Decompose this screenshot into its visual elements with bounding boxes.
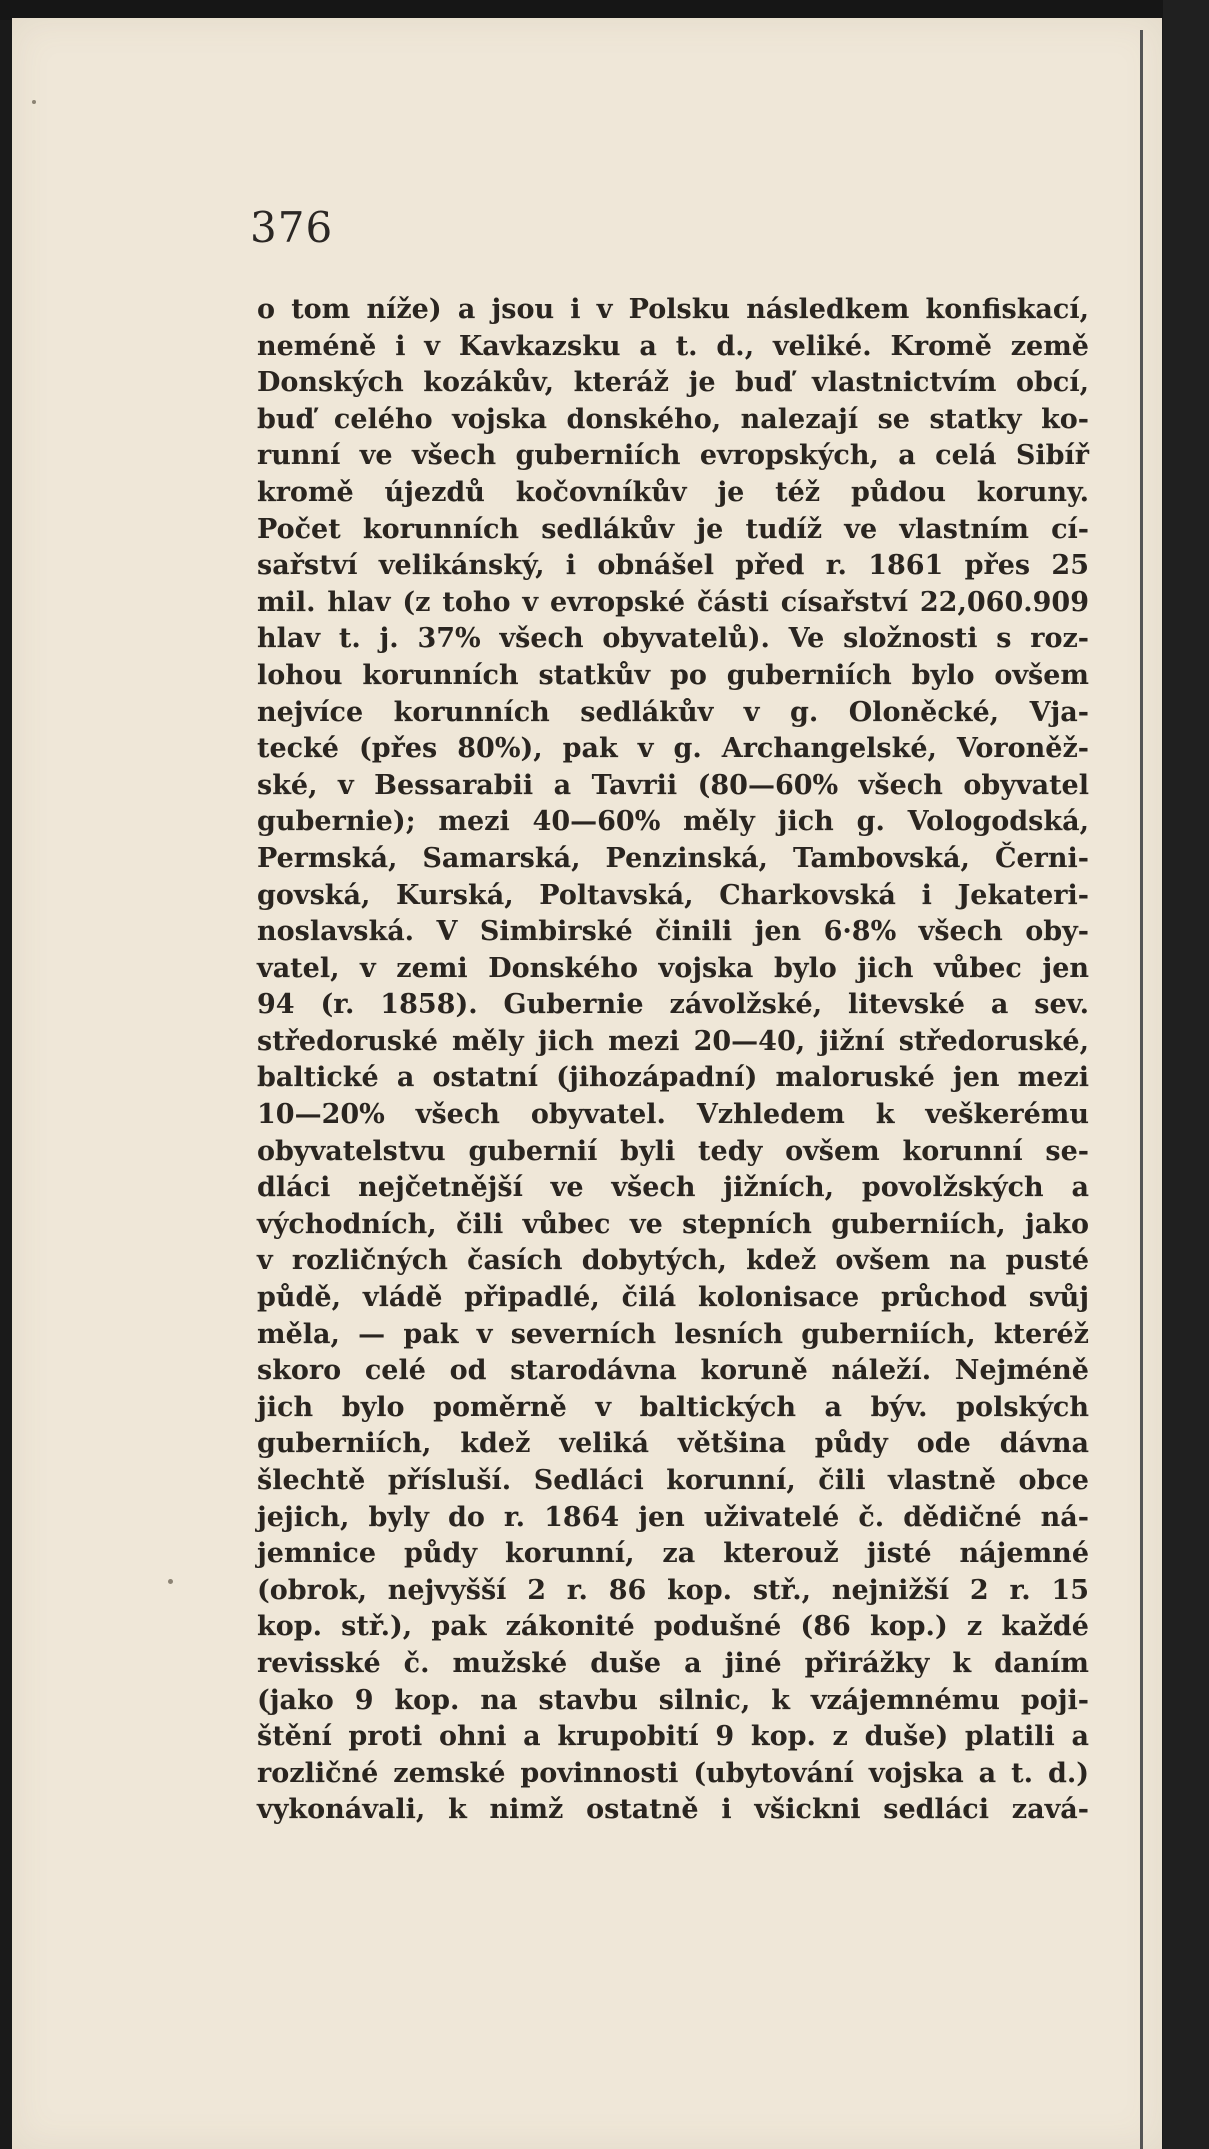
text-line: guberniích, kdež veliká většina půdy ode dávna [257, 1428, 1089, 1460]
text-line: jich bylo poměrně v baltických a býv. polských [257, 1391, 1089, 1423]
text-line: Počet korunních sedlákův je tudíž ve vlastním cí- [257, 513, 1089, 545]
text-line: gubernie); mezi 40—60% měly jich g. Vologodská, [257, 806, 1089, 838]
text-line: noslavská. V Simbirské činili jen 6·8% všech oby- [257, 916, 1089, 948]
text-line: vatel, v zemi Donského vojska bylo jich vůbec jen [257, 952, 1089, 984]
body-text [257, 292, 1089, 1829]
text-line: kop. stř.), pak zákonité podušné (86 kop.) z každé [257, 1611, 1089, 1643]
text-line: půdě, vládě připadlé, čilá kolonisace průchod svůj [257, 1282, 1089, 1314]
text-line: jejich, byly do r. 1864 jen uživatelé č. dědičné ná- [257, 1501, 1089, 1533]
text-line: govská, Kurská, Poltavská, Charkovská i Jekateri- [257, 879, 1089, 911]
scan-top-border [0, 0, 1209, 20]
text-line: dláci nejčetnější ve všech jižních, povolžských a [257, 1172, 1089, 1204]
text-line: vykonávali, k nimž ostatně i všickni sedláci zavá- [257, 1794, 1089, 1826]
text-line: v rozličných časích dobytých, kdež ovšem na pusté [257, 1245, 1089, 1277]
text-line: (obrok, nejvyšší 2 r. 86 kop. stř., nejnižší 2 r. 15 [257, 1574, 1089, 1606]
text-line: ské, v Bessarabii a Tavrii (80—60% všech obyvatel [257, 769, 1089, 801]
text-line: runní ve všech guberniích evropských, a celá Sibíř [257, 440, 1089, 472]
paper-speck [32, 100, 36, 104]
text-line: lohou korunních statkův po guberniích bylo ovšem [257, 659, 1089, 691]
text-line: sařství velikánský, i obnášel před r. 1861 přes 25 [257, 550, 1089, 582]
text-line: nejvíce korunních sedlákův v g. Oloněcké, Vja- [257, 696, 1089, 728]
text-line: středoruské měly jich mezi 20—40, jižní středoruské, [257, 1025, 1089, 1057]
text-line: neméně i v Kavkazsku a t. d., veliké. Kromě země [257, 330, 1089, 362]
text-line: Donských kozákův, kteráž je buď vlastnictvím obcí, [257, 367, 1089, 399]
text-line: Permská, Samarská, Penzinská, Tambovská, Černi- [257, 842, 1089, 874]
text-line: 94 (r. 1858). Gubernie závolžské, litevské a sev. [257, 989, 1089, 1021]
page-fold-edge [1140, 30, 1143, 2149]
text-line: obyvatelstvu gubernií byli tedy ovšem korunní se- [257, 1135, 1089, 1167]
text-line: mil. hlav (z toho v evropské části císařství 22,060.909 [257, 586, 1089, 618]
text-line: hlav t. j. 37% všech obyvatelů). Ve složnosti s roz- [257, 623, 1089, 655]
text-line: jemnice půdy korunní, za kterouž jisté nájemné [257, 1538, 1089, 1570]
text-line: tecké (přes 80%), pak v g. Archangelské, Voroněž- [257, 733, 1089, 765]
paper-speck [168, 1579, 173, 1584]
text-line: revisské č. mužské duše a jiné přirážky k daním [257, 1647, 1089, 1679]
text-line: buď celého vojska donského, nalezají se statky ko- [257, 403, 1089, 435]
text-line: o tom níže) a jsou i v Polsku následkem konfiskací, [257, 294, 1089, 325]
text-line: skoro celé od starodávna koruně náleží. Nejméně [257, 1355, 1089, 1387]
text-line: měla, — pak v severních lesních guberniích, kteréž [257, 1318, 1089, 1350]
scan-right-border [1163, 0, 1209, 2149]
text-line: (jako 9 kop. na stavbu silnic, k vzájemnému poji- [257, 1684, 1089, 1716]
text-line: štění proti ohni a krupobití 9 kop. z duše) platili a [257, 1721, 1089, 1753]
text-line: 10—20% všech obyvatel. Vzhledem k veškerému [257, 1099, 1089, 1131]
text-line: rozličné zemské povinnosti (ubytování vojska a t. d.) [257, 1757, 1089, 1789]
text-line: východních, čili vůbec ve stepních guberniích, jako [257, 1208, 1089, 1240]
text-line: šlechtě přísluší. Sedláci korunní, čili vlastně obce [257, 1465, 1089, 1496]
text-line: kromě újezdů kočovníkův je též půdou koruny. [257, 476, 1089, 508]
page-number: 376 [250, 203, 334, 252]
text-line: baltické a ostatní (jihozápadní) maloruské jen mezi [257, 1062, 1089, 1094]
